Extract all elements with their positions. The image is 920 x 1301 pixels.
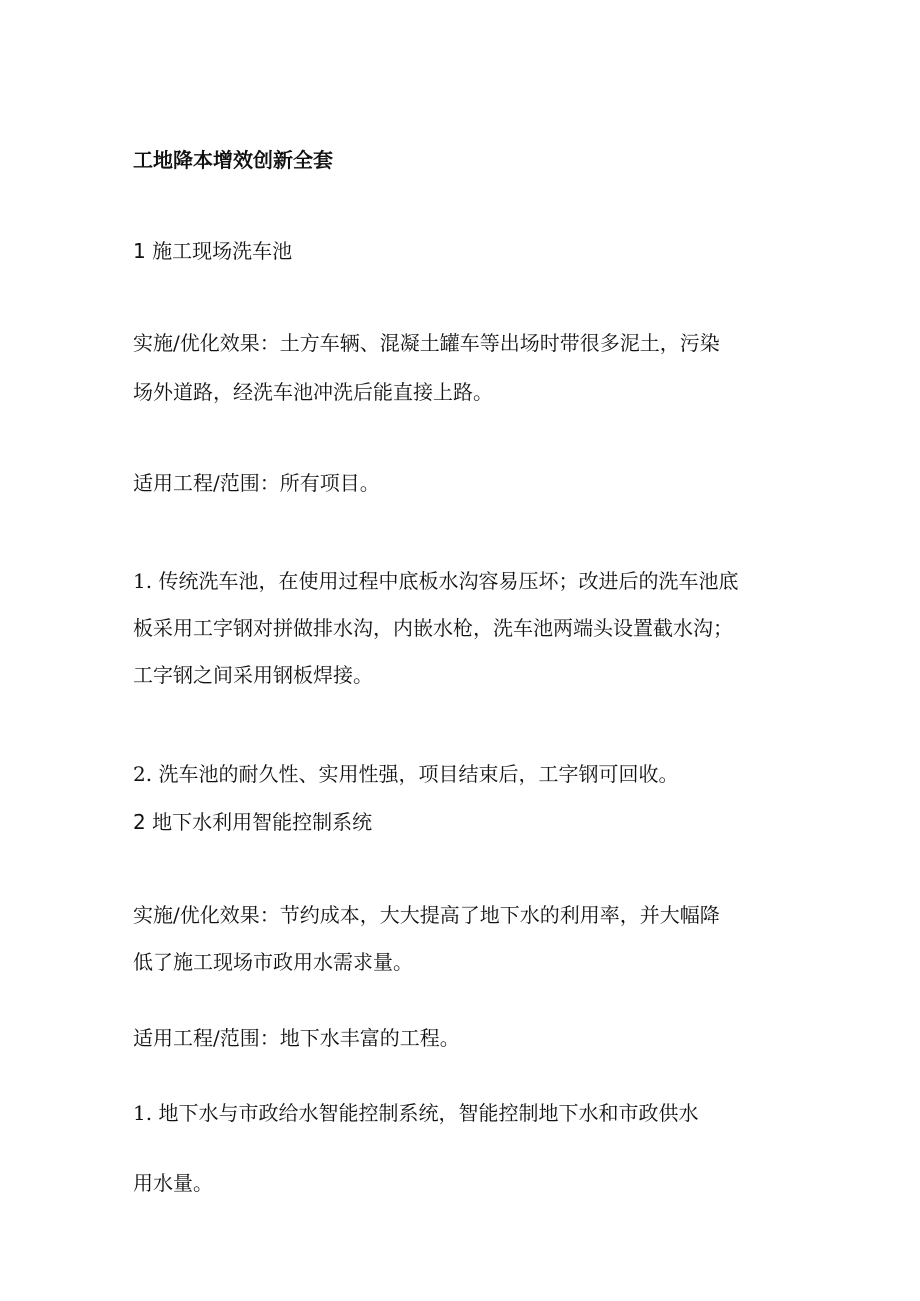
- section-heading: 2 地下水利用智能控制系统: [133, 810, 373, 834]
- effect-text: 场外道路，经洗车池冲洗后能直接上路。: [133, 380, 493, 404]
- item-text: 2. 洗车池的耐久性、实用性强，项目结束后，工字钢可回收。: [133, 762, 679, 786]
- item-text: 用水量。: [133, 1171, 213, 1195]
- effect-text: 实施/优化效果：节约成本，大大提高了地下水的利用率，并大幅降: [133, 903, 720, 927]
- item-text: 工字钢之间采用钢板焊接。: [133, 663, 373, 687]
- item-text: 1. 地下水与市政给水智能控制系统，智能控制地下水和市政供水: [133, 1101, 699, 1125]
- scope-text: 适用工程/范围：地下水丰富的工程。: [133, 1026, 460, 1050]
- scope-text: 适用工程/范围：所有项目。: [133, 471, 380, 495]
- effect-text: 实施/优化效果：土方车辆、混凝土罐车等出场时带很多泥土，污染: [133, 331, 720, 355]
- document-title: 工地降本增效创新全套: [133, 148, 333, 172]
- item-text: 板采用工字钢对拼做排水沟，内嵌水枪，洗车池两端头设置截水沟；: [133, 616, 733, 640]
- item-text: 1. 传统洗车池，在使用过程中底板水沟容易压坏；改进后的洗车池底: [133, 569, 739, 593]
- effect-text: 低了施工现场市政用水需求量。: [133, 950, 413, 974]
- section-heading: 1 施工现场洗车池: [133, 239, 293, 263]
